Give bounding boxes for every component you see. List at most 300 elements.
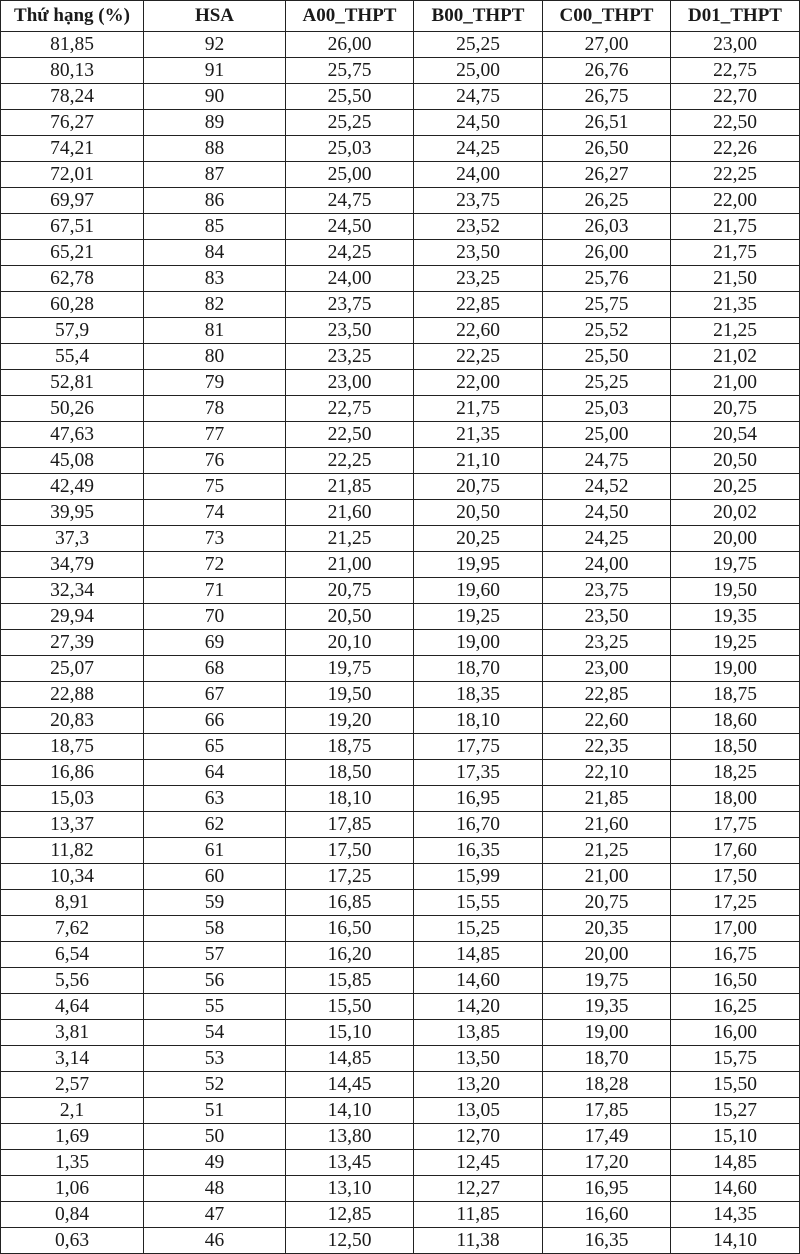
table-row [1, 916, 800, 942]
cell-rank-percent: 3,14 [1, 1046, 144, 1072]
cell-b00: 24,50 [414, 110, 543, 136]
cell-d01: 19,00 [671, 656, 800, 682]
cell-b00: 22,60 [414, 318, 543, 344]
cell-b00: 24,00 [414, 162, 543, 188]
table-row [1, 500, 800, 526]
cell-c00: 21,25 [543, 838, 671, 864]
cell-a00: 21,00 [286, 552, 414, 578]
cell-a00: 17,85 [286, 812, 414, 838]
cell-rank-percent: 65,21 [1, 240, 144, 266]
cell-a00: 13,80 [286, 1124, 414, 1150]
cell-b00: 20,50 [414, 500, 543, 526]
cell-a00: 26,00 [286, 32, 414, 58]
cell-rank-percent: 62,78 [1, 266, 144, 292]
cell-rank-percent: 7,62 [1, 916, 144, 942]
cell-hsa: 77 [144, 422, 286, 448]
cell-rank-percent: 67,51 [1, 214, 144, 240]
cell-hsa: 87 [144, 162, 286, 188]
table-row [1, 1072, 800, 1098]
cell-c00: 17,20 [543, 1150, 671, 1176]
cell-hsa: 50 [144, 1124, 286, 1150]
cell-c00: 26,03 [543, 214, 671, 240]
cell-hsa: 80 [144, 344, 286, 370]
cell-rank-percent: 6,54 [1, 942, 144, 968]
cell-d01: 17,00 [671, 916, 800, 942]
cell-b00: 17,35 [414, 760, 543, 786]
cell-a00: 19,50 [286, 682, 414, 708]
table-body [1, 32, 800, 1254]
cell-rank-percent: 25,07 [1, 656, 144, 682]
cell-b00: 20,25 [414, 526, 543, 552]
cell-d01: 22,25 [671, 162, 800, 188]
cell-b00: 22,25 [414, 344, 543, 370]
cell-b00: 13,85 [414, 1020, 543, 1046]
cell-hsa: 92 [144, 32, 286, 58]
cell-hsa: 61 [144, 838, 286, 864]
header-b00-thpt: B00_THPT [414, 1, 543, 32]
table-row [1, 136, 800, 162]
cell-a00: 20,75 [286, 578, 414, 604]
cell-d01: 22,70 [671, 84, 800, 110]
cell-rank-percent: 32,34 [1, 578, 144, 604]
cell-hsa: 56 [144, 968, 286, 994]
cell-d01: 22,50 [671, 110, 800, 136]
cell-d01: 14,60 [671, 1176, 800, 1202]
cell-b00: 12,27 [414, 1176, 543, 1202]
cell-hsa: 53 [144, 1046, 286, 1072]
cell-a00: 20,10 [286, 630, 414, 656]
cell-rank-percent: 0,84 [1, 1202, 144, 1228]
cell-c00: 25,52 [543, 318, 671, 344]
cell-d01: 19,35 [671, 604, 800, 630]
cell-rank-percent: 20,83 [1, 708, 144, 734]
cell-c00: 26,50 [543, 136, 671, 162]
cell-b00: 19,25 [414, 604, 543, 630]
cell-c00: 25,25 [543, 370, 671, 396]
table-row [1, 448, 800, 474]
cell-rank-percent: 39,95 [1, 500, 144, 526]
cell-rank-percent: 15,03 [1, 786, 144, 812]
cell-a00: 21,85 [286, 474, 414, 500]
cell-c00: 22,35 [543, 734, 671, 760]
cell-hsa: 48 [144, 1176, 286, 1202]
cell-c00: 24,25 [543, 526, 671, 552]
cell-c00: 25,03 [543, 396, 671, 422]
table-row [1, 240, 800, 266]
cell-b00: 14,60 [414, 968, 543, 994]
cell-rank-percent: 47,63 [1, 422, 144, 448]
cell-b00: 23,52 [414, 214, 543, 240]
cell-a00: 14,10 [286, 1098, 414, 1124]
cell-a00: 23,75 [286, 292, 414, 318]
cell-b00: 21,35 [414, 422, 543, 448]
cell-d01: 20,54 [671, 422, 800, 448]
cell-rank-percent: 29,94 [1, 604, 144, 630]
cell-rank-percent: 57,9 [1, 318, 144, 344]
cell-rank-percent: 34,79 [1, 552, 144, 578]
cell-hsa: 72 [144, 552, 286, 578]
cell-c00: 16,95 [543, 1176, 671, 1202]
cell-rank-percent: 76,27 [1, 110, 144, 136]
cell-b00: 18,10 [414, 708, 543, 734]
cell-hsa: 63 [144, 786, 286, 812]
cell-a00: 15,10 [286, 1020, 414, 1046]
cell-hsa: 69 [144, 630, 286, 656]
cell-a00: 23,25 [286, 344, 414, 370]
cell-b00: 15,99 [414, 864, 543, 890]
header-row [1, 1, 800, 32]
cell-d01: 21,50 [671, 266, 800, 292]
cell-hsa: 52 [144, 1072, 286, 1098]
cell-rank-percent: 0,63 [1, 1228, 144, 1254]
table-row [1, 552, 800, 578]
cell-d01: 21,35 [671, 292, 800, 318]
cell-d01: 21,75 [671, 214, 800, 240]
cell-c00: 27,00 [543, 32, 671, 58]
cell-d01: 20,25 [671, 474, 800, 500]
cell-hsa: 54 [144, 1020, 286, 1046]
cell-c00: 18,70 [543, 1046, 671, 1072]
cell-rank-percent: 1,69 [1, 1124, 144, 1150]
cell-rank-percent: 50,26 [1, 396, 144, 422]
cell-d01: 17,75 [671, 812, 800, 838]
cell-rank-percent: 18,75 [1, 734, 144, 760]
cell-hsa: 74 [144, 500, 286, 526]
cell-hsa: 82 [144, 292, 286, 318]
cell-b00: 13,20 [414, 1072, 543, 1098]
cell-hsa: 88 [144, 136, 286, 162]
cell-a00: 22,25 [286, 448, 414, 474]
cell-c00: 20,75 [543, 890, 671, 916]
cell-b00: 12,70 [414, 1124, 543, 1150]
cell-b00: 24,25 [414, 136, 543, 162]
cell-b00: 21,75 [414, 396, 543, 422]
cell-a00: 13,45 [286, 1150, 414, 1176]
cell-c00: 19,35 [543, 994, 671, 1020]
cell-hsa: 86 [144, 188, 286, 214]
cell-d01: 15,75 [671, 1046, 800, 1072]
cell-c00: 16,60 [543, 1202, 671, 1228]
cell-c00: 26,25 [543, 188, 671, 214]
cell-d01: 20,50 [671, 448, 800, 474]
cell-b00: 18,35 [414, 682, 543, 708]
table-row [1, 578, 800, 604]
cell-d01: 14,35 [671, 1202, 800, 1228]
cell-hsa: 70 [144, 604, 286, 630]
cell-c00: 24,00 [543, 552, 671, 578]
table-row [1, 32, 800, 58]
cell-a00: 24,75 [286, 188, 414, 214]
cell-rank-percent: 72,01 [1, 162, 144, 188]
cell-c00: 25,50 [543, 344, 671, 370]
cell-d01: 20,00 [671, 526, 800, 552]
cell-rank-percent: 1,06 [1, 1176, 144, 1202]
cell-d01: 21,25 [671, 318, 800, 344]
cell-hsa: 78 [144, 396, 286, 422]
table-header [1, 1, 800, 32]
table-row [1, 162, 800, 188]
cell-a00: 14,85 [286, 1046, 414, 1072]
table-row [1, 682, 800, 708]
cell-hsa: 60 [144, 864, 286, 890]
cell-a00: 21,25 [286, 526, 414, 552]
cell-a00: 15,50 [286, 994, 414, 1020]
cell-hsa: 65 [144, 734, 286, 760]
cell-a00: 18,75 [286, 734, 414, 760]
cell-c00: 20,35 [543, 916, 671, 942]
cell-rank-percent: 10,34 [1, 864, 144, 890]
cell-hsa: 57 [144, 942, 286, 968]
cell-a00: 14,45 [286, 1072, 414, 1098]
cell-c00: 22,85 [543, 682, 671, 708]
cell-a00: 22,50 [286, 422, 414, 448]
table-row [1, 604, 800, 630]
cell-hsa: 73 [144, 526, 286, 552]
cell-d01: 21,02 [671, 344, 800, 370]
cell-d01: 14,85 [671, 1150, 800, 1176]
cell-rank-percent: 16,86 [1, 760, 144, 786]
cell-d01: 22,00 [671, 188, 800, 214]
cell-d01: 19,25 [671, 630, 800, 656]
cell-d01: 23,00 [671, 32, 800, 58]
table-row [1, 994, 800, 1020]
cell-hsa: 47 [144, 1202, 286, 1228]
cell-hsa: 76 [144, 448, 286, 474]
cell-c00: 21,00 [543, 864, 671, 890]
cell-hsa: 81 [144, 318, 286, 344]
cell-rank-percent: 45,08 [1, 448, 144, 474]
cell-b00: 13,50 [414, 1046, 543, 1072]
cell-a00: 12,85 [286, 1202, 414, 1228]
cell-c00: 25,75 [543, 292, 671, 318]
cell-b00: 17,75 [414, 734, 543, 760]
cell-b00: 16,70 [414, 812, 543, 838]
cell-d01: 18,60 [671, 708, 800, 734]
cell-b00: 16,35 [414, 838, 543, 864]
cell-rank-percent: 11,82 [1, 838, 144, 864]
cell-rank-percent: 78,24 [1, 84, 144, 110]
cell-a00: 16,20 [286, 942, 414, 968]
cell-a00: 23,00 [286, 370, 414, 396]
cell-b00: 19,60 [414, 578, 543, 604]
cell-c00: 16,35 [543, 1228, 671, 1254]
cell-hsa: 62 [144, 812, 286, 838]
cell-hsa: 71 [144, 578, 286, 604]
cell-b00: 19,00 [414, 630, 543, 656]
cell-a00: 25,75 [286, 58, 414, 84]
table-row [1, 474, 800, 500]
cell-a00: 25,25 [286, 110, 414, 136]
cell-a00: 25,03 [286, 136, 414, 162]
table-row [1, 786, 800, 812]
cell-b00: 11,38 [414, 1228, 543, 1254]
table-row [1, 370, 800, 396]
table-row [1, 188, 800, 214]
cell-d01: 18,50 [671, 734, 800, 760]
cell-c00: 23,25 [543, 630, 671, 656]
table-row [1, 422, 800, 448]
cell-c00: 17,85 [543, 1098, 671, 1124]
cell-a00: 16,50 [286, 916, 414, 942]
cell-b00: 16,95 [414, 786, 543, 812]
cell-b00: 21,10 [414, 448, 543, 474]
cell-a00: 18,10 [286, 786, 414, 812]
cell-b00: 14,85 [414, 942, 543, 968]
cell-c00: 22,10 [543, 760, 671, 786]
cell-d01: 20,02 [671, 500, 800, 526]
table-row [1, 110, 800, 136]
table-row [1, 266, 800, 292]
cell-d01: 15,27 [671, 1098, 800, 1124]
cell-d01: 22,26 [671, 136, 800, 162]
cell-d01: 17,60 [671, 838, 800, 864]
header-c00-thpt: C00_THPT [543, 1, 671, 32]
table-row [1, 1098, 800, 1124]
cell-a00: 15,85 [286, 968, 414, 994]
cell-b00: 11,85 [414, 1202, 543, 1228]
cell-c00: 23,75 [543, 578, 671, 604]
table-row [1, 656, 800, 682]
cell-rank-percent: 60,28 [1, 292, 144, 318]
table-row [1, 1124, 800, 1150]
cell-c00: 26,27 [543, 162, 671, 188]
cell-hsa: 46 [144, 1228, 286, 1254]
cell-c00: 18,28 [543, 1072, 671, 1098]
cell-hsa: 75 [144, 474, 286, 500]
table-row [1, 214, 800, 240]
cell-b00: 23,50 [414, 240, 543, 266]
cell-rank-percent: 4,64 [1, 994, 144, 1020]
cell-a00: 25,00 [286, 162, 414, 188]
cell-c00: 26,75 [543, 84, 671, 110]
cell-hsa: 67 [144, 682, 286, 708]
cell-b00: 22,85 [414, 292, 543, 318]
cell-b00: 18,70 [414, 656, 543, 682]
cell-c00: 24,50 [543, 500, 671, 526]
cell-hsa: 64 [144, 760, 286, 786]
cell-a00: 19,20 [286, 708, 414, 734]
cell-rank-percent: 69,97 [1, 188, 144, 214]
cell-hsa: 84 [144, 240, 286, 266]
cell-b00: 13,05 [414, 1098, 543, 1124]
table-row [1, 1046, 800, 1072]
cell-d01: 16,75 [671, 942, 800, 968]
table-row [1, 630, 800, 656]
table-row [1, 1202, 800, 1228]
cell-rank-percent: 27,39 [1, 630, 144, 656]
cell-a00: 21,60 [286, 500, 414, 526]
cell-c00: 23,50 [543, 604, 671, 630]
cell-d01: 16,00 [671, 1020, 800, 1046]
cell-c00: 25,00 [543, 422, 671, 448]
header-rank-percent: Thứ hạng (%) [1, 1, 144, 32]
cell-rank-percent: 1,35 [1, 1150, 144, 1176]
cell-b00: 15,25 [414, 916, 543, 942]
cell-d01: 16,50 [671, 968, 800, 994]
cell-rank-percent: 81,85 [1, 32, 144, 58]
table-row [1, 760, 800, 786]
cell-d01: 19,50 [671, 578, 800, 604]
table-row [1, 344, 800, 370]
cell-hsa: 49 [144, 1150, 286, 1176]
table-row [1, 1020, 800, 1046]
cell-a00: 18,50 [286, 760, 414, 786]
cell-a00: 24,25 [286, 240, 414, 266]
cell-d01: 15,10 [671, 1124, 800, 1150]
cell-c00: 23,00 [543, 656, 671, 682]
cell-a00: 22,75 [286, 396, 414, 422]
cell-hsa: 91 [144, 58, 286, 84]
cell-rank-percent: 74,21 [1, 136, 144, 162]
table-row [1, 292, 800, 318]
cell-a00: 20,50 [286, 604, 414, 630]
cell-a00: 17,25 [286, 864, 414, 890]
cell-d01: 14,10 [671, 1228, 800, 1254]
cell-hsa: 51 [144, 1098, 286, 1124]
cell-c00: 20,00 [543, 942, 671, 968]
cell-d01: 17,25 [671, 890, 800, 916]
cell-d01: 18,75 [671, 682, 800, 708]
cell-c00: 26,00 [543, 240, 671, 266]
cell-hsa: 90 [144, 84, 286, 110]
cell-c00: 24,75 [543, 448, 671, 474]
cell-hsa: 59 [144, 890, 286, 916]
table-row [1, 838, 800, 864]
cell-a00: 24,00 [286, 266, 414, 292]
cell-d01: 22,75 [671, 58, 800, 84]
cell-rank-percent: 37,3 [1, 526, 144, 552]
cell-c00: 26,51 [543, 110, 671, 136]
cell-rank-percent: 2,57 [1, 1072, 144, 1098]
cell-a00: 23,50 [286, 318, 414, 344]
header-d01-thpt: D01_THPT [671, 1, 800, 32]
cell-b00: 25,00 [414, 58, 543, 84]
cell-c00: 21,85 [543, 786, 671, 812]
cell-rank-percent: 2,1 [1, 1098, 144, 1124]
cell-d01: 20,75 [671, 396, 800, 422]
table-row [1, 318, 800, 344]
cell-d01: 16,25 [671, 994, 800, 1020]
cell-rank-percent: 42,49 [1, 474, 144, 500]
cell-c00: 19,00 [543, 1020, 671, 1046]
cell-d01: 21,75 [671, 240, 800, 266]
cell-b00: 14,20 [414, 994, 543, 1020]
cell-b00: 24,75 [414, 84, 543, 110]
cell-hsa: 83 [144, 266, 286, 292]
cell-b00: 23,25 [414, 266, 543, 292]
table-row [1, 968, 800, 994]
cell-d01: 17,50 [671, 864, 800, 890]
table-row [1, 396, 800, 422]
cell-rank-percent: 13,37 [1, 812, 144, 838]
table-row [1, 84, 800, 110]
cell-c00: 24,52 [543, 474, 671, 500]
cell-rank-percent: 52,81 [1, 370, 144, 396]
table-row [1, 58, 800, 84]
cell-rank-percent: 80,13 [1, 58, 144, 84]
cell-a00: 13,10 [286, 1176, 414, 1202]
cell-rank-percent: 8,91 [1, 890, 144, 916]
cell-rank-percent: 5,56 [1, 968, 144, 994]
cell-hsa: 68 [144, 656, 286, 682]
cell-a00: 24,50 [286, 214, 414, 240]
table-row [1, 864, 800, 890]
cell-b00: 23,75 [414, 188, 543, 214]
table-row [1, 1228, 800, 1254]
cell-hsa: 79 [144, 370, 286, 396]
cell-c00: 26,76 [543, 58, 671, 84]
header-hsa: HSA [144, 1, 286, 32]
